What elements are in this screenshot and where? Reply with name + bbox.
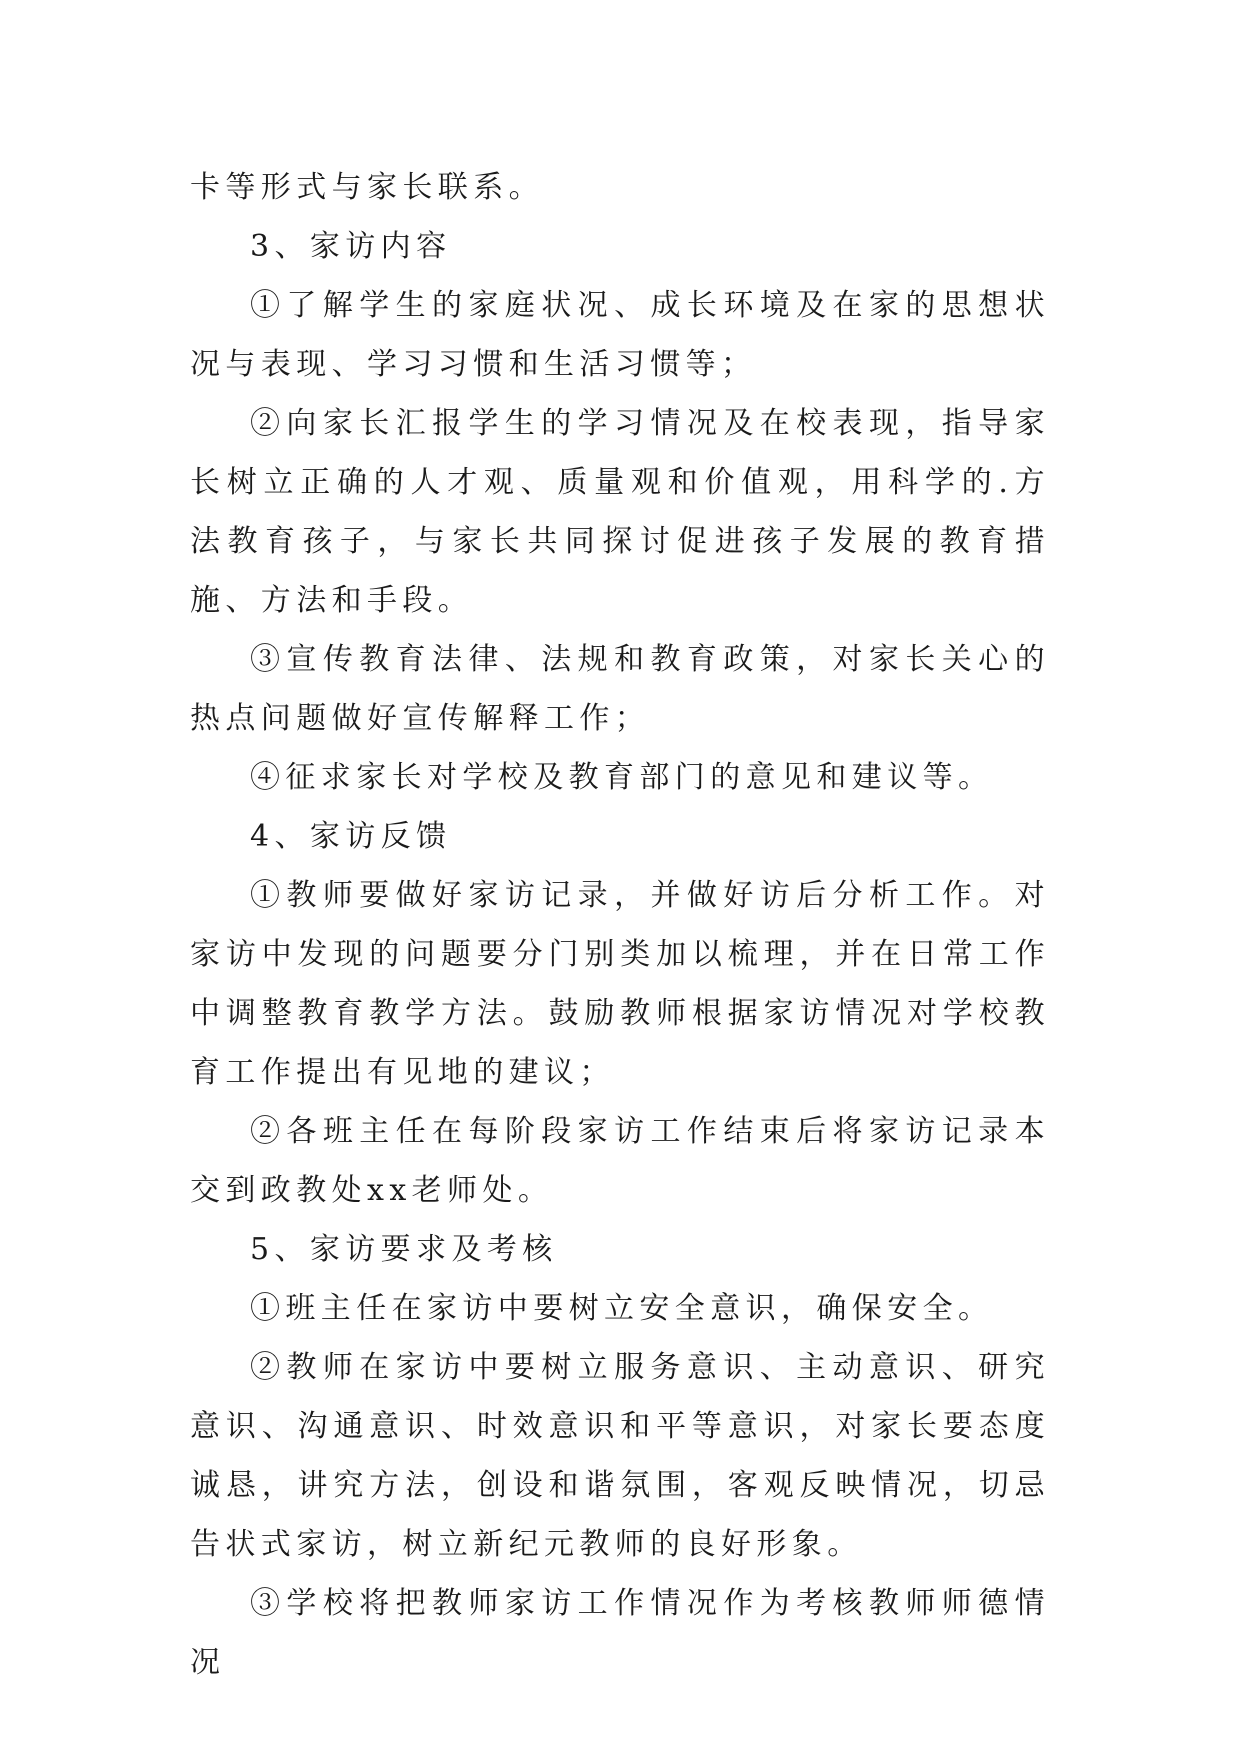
list-item: ①班主任在家访中要树立安全意识，确保安全。 <box>250 1291 994 1326</box>
list-item: ③学校将把教师家访工作情况作为考核教师师德情况 <box>190 1586 1050 1680</box>
list-item: ②各班主任在每阶段家访工作结束后将家访记录本交到政教处xx老师处。 <box>190 1114 1050 1208</box>
list-item: ④征求家长对学校及教育部门的意见和建议等。 <box>250 760 994 795</box>
paragraph-continuation: 卡等形式与家长联系。 <box>190 170 544 205</box>
document-body <box>190 158 1050 1692</box>
list-item: ①教师要做好家访记录，并做好访后分析工作。对家访中发现的问题要分门别类加以梳理，并在日常工作中调整教育教学方法。鼓励教师根据家访情况对学校教育工作提出有见地的建议； <box>190 878 1050 1090</box>
list-item: ②教师在家访中要树立服务意识、主动意识、研究意识、沟通意识、时效意识和平等意识，对家长要态度诚恳，讲究方法，创设和谐氛围，客观反映情况，切忌告状式家访，树立新纪元教师的良好形象。 <box>190 1350 1050 1562</box>
section-heading-home-visit-requirements: 5、家访要求及考核 <box>250 1232 558 1267</box>
section-heading-home-visit-content: 3、家访内容 <box>250 229 452 264</box>
section-heading-home-visit-feedback: 4、家访反馈 <box>250 819 452 854</box>
list-item: ③宣传教育法律、法规和教育政策，对家长关心的热点问题做好宣传解释工作； <box>190 642 1050 736</box>
list-item: ②向家长汇报学生的学习情况及在校表现，指导家长树立正确的人才观、质量观和价值观，用科学的.方法教育孩子，与家长共同探讨促进孩子发展的教育措施、方法和手段。 <box>190 406 1050 618</box>
list-item: ①了解学生的家庭状况、成长环境及在家的思想状况与表现、学习习惯和生活习惯等； <box>190 288 1050 382</box>
